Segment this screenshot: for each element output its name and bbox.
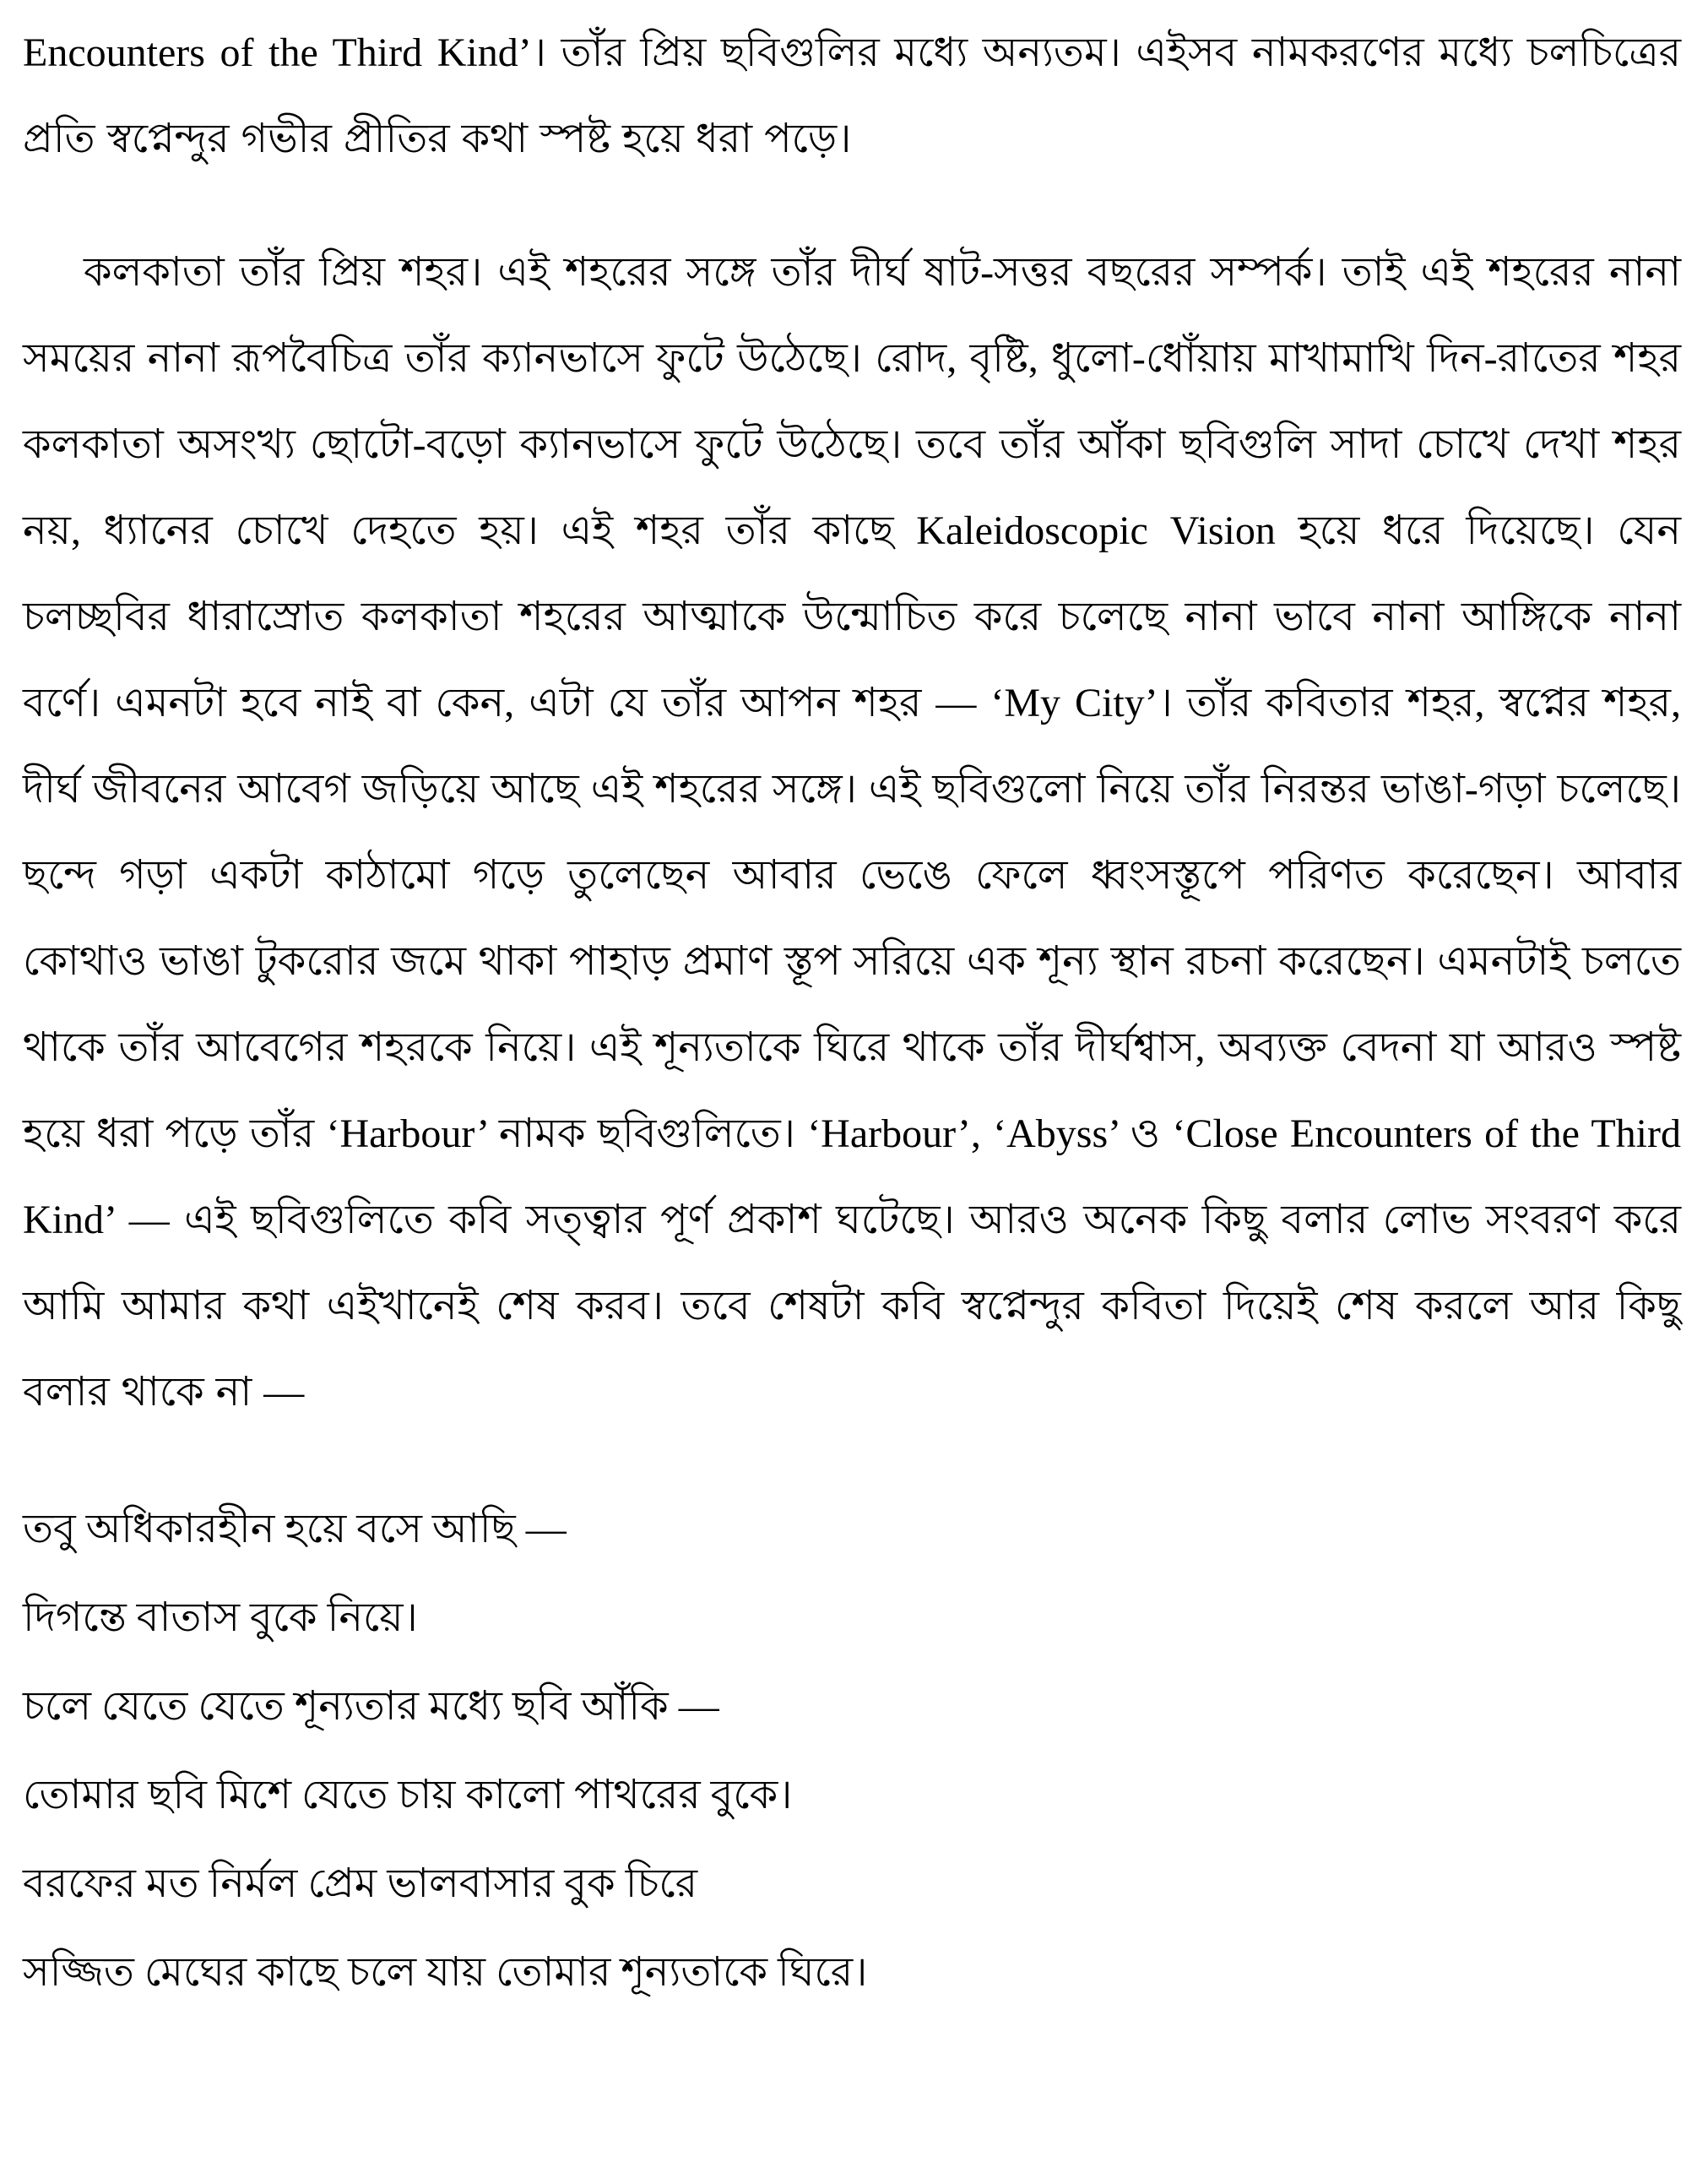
poem-block [23, 1485, 1681, 2017]
poem-line: তোমার ছবি মিশে যেতে চায় কালো পাথরের বুকে। [23, 1773, 793, 1817]
poem-line: বরফের মত নির্মল প্রেম ভালবাসার বুক চিরে [23, 1861, 698, 1906]
poem-line: সজ্জিত মেঘের কাছে চলে যায় তোমার শূন্যতাকে ঘিরে। [23, 1950, 868, 1995]
paragraph-film-naming: Encounters of the Third Kind’। তাঁর প্রিয় ছবিগুলির মধ্যে অন্যতম। এইসব নামকরণের মধ্যে চলচিত্রের প্রতি স্বপ্নেন্দুর গভীর প্রীতির কথা স্পষ্ট হয়ে ধরা পড়ে। [23, 30, 1681, 161]
poem-line: চলে যেতে যেতে শূন্যতার মধ্যে ছবি আঁকি — [23, 1684, 719, 1729]
poem-line: দিগন্তে বাতাস বুকে নিয়ে। [23, 1595, 418, 1640]
poem-line: তবু অধিকারহীন হয়ে বসে আছি — [23, 1507, 567, 1551]
paragraph-kolkata-essay: কলকাতা তাঁর প্রিয় শহর। এই শহরের সঙ্গে তাঁর দীর্ঘ ষাট-সত্তর বছরের সম্পর্ক। তাই এই শহরের নানা সময়ের নানা রূপবৈচিত্র তাঁর ক্যানভাসে ফুটে উঠেছে। রোদ, বৃষ্টি, ধুলো-ধোঁয়ায় মাখামাখি দিন-রাতের শহর কলকাতা অসংখ্য ছোটো-বড়ো ক্যানভাসে ফুটে উঠেছে। তবে তাঁর আঁকা ছবিগুলি সাদা চোখে দেখা শহর নয়, ধ্যানের চোখে দেহতে হয়। এই শহর তাঁর কাছে Kaleidoscopic Vision হয়ে ধরে দিয়েছে। যেন চলচ্ছবির ধারাস্রোত কলকাতা শহরের আত্মাকে উন্মোচিত করে চলেছে নানা ভাবে নানা আঙ্গিকে নানা বর্ণে। এমনটা হবে নাই বা কেন, এটা যে তাঁর আপন শহর — ‘My City’। তাঁর কবিতার শহর, স্বপ্নের শহর, দীর্ঘ জীবনের আবেগ জড়িয়ে আছে এই শহরের সঙ্গে। এই ছবিগুলো নিয়ে তাঁর নিরন্তর ভাঙা-গড়া চলেছে। ছন্দে গড়া একটা কাঠামো গড়ে তুলেছেন আবার ভেঙে ফেলে ধ্বংসস্তূপে পরিণত করেছেন। আবার কোথাও ভাঙা টুকরোর জমে থাকা পাহাড় প্রমাণ স্তূপ সরিয়ে এক শূন্য স্থান রচনা করেছেন। এমনটাই চলতে থাকে তাঁর আবেগের শহরকে নিয়ে। এই শূন্যতাকে ঘিরে থাকে তাঁর দীর্ঘশ্বাস, অব্যক্ত বেদনা যা আরও স্পষ্ট হয়ে ধরা পড়ে তাঁর ‘Harbour’ নামক ছবিগুলিতে। ‘Harbour’, ‘Abyss’ ও ‘Close Encounters of the Third Kind’ — এই ছবিগুলিতে কবি সত্ত্বার পূর্ণ প্রকাশ ঘটেছে। আরও অনেক কিছু বলার লোভ সংবরণ করে আমি আমার কথা এইখানেই শেষ করব। তবে শেষটা কবি স্বপ্নেন্দুর কবিতা দিয়েই শেষ করলে আর কিছু বলার থাকে না — [23, 250, 1681, 1415]
